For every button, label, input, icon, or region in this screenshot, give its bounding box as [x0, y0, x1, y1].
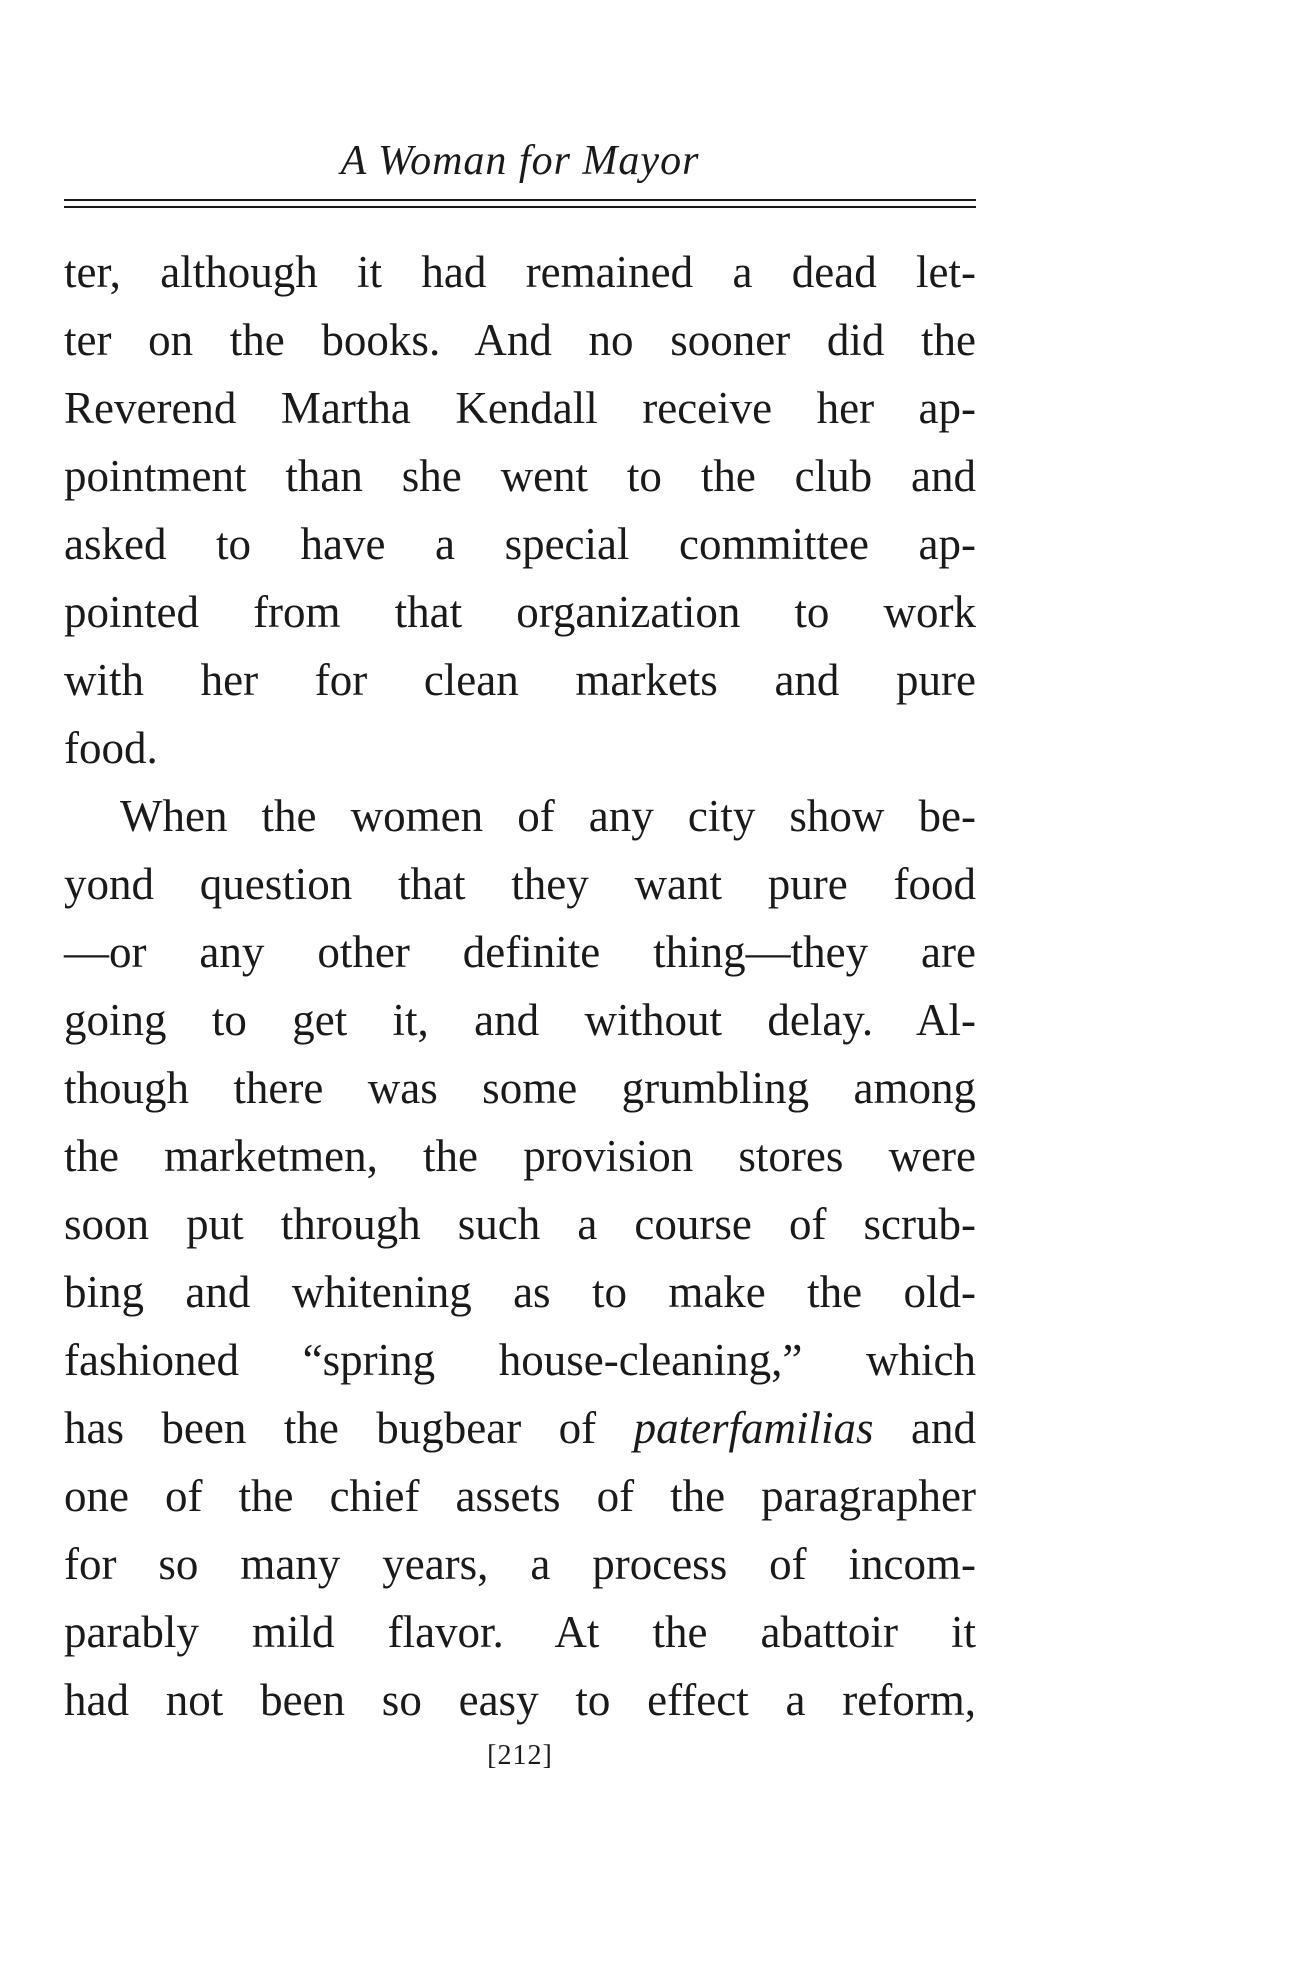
- text-line: asked to have a special committee ap-: [64, 519, 976, 569]
- text-line: pointment than she went to the club and: [64, 451, 976, 501]
- text-line: pointed from that organization to work: [64, 587, 976, 637]
- text-line: ter on the books. And no sooner did the: [64, 315, 976, 365]
- body-text: [64, 238, 976, 1734]
- text-line: ter, although it had remained a dead let-: [64, 247, 976, 297]
- text-line: bing and whitening as to make the old-: [64, 1267, 976, 1317]
- text-line: food.: [64, 723, 158, 773]
- italic-term: paterfamilias: [633, 1403, 874, 1453]
- text-line: the marketmen, the provision stores were: [64, 1131, 976, 1181]
- text-line: parably mild flavor. At the abattoir it: [64, 1607, 976, 1657]
- text-line: going to get it, and without delay. Al-: [64, 995, 976, 1045]
- text-line: Reverend Martha Kendall receive her ap-: [64, 383, 976, 433]
- text-line: had not been so easy to effect a reform,: [64, 1675, 976, 1725]
- text-line: soon put through such a course of scrub-: [64, 1199, 976, 1249]
- header-rule-bottom: [64, 206, 976, 208]
- paragraph-2: [64, 782, 976, 1734]
- text-line: one of the chief assets of the paragrapher: [64, 1471, 976, 1521]
- text-line: though there was some grumbling among: [64, 1063, 976, 1113]
- text-line: fashioned “spring house-cleaning,” which: [64, 1335, 976, 1385]
- text-line: has been the bugbear of paterfamilias and: [64, 1403, 976, 1453]
- text-line: —or any other definite thing—they are: [64, 927, 976, 977]
- text-line: with her for clean markets and pure: [64, 655, 976, 705]
- text-line: yond question that they want pure food: [64, 859, 976, 909]
- paragraph-1: [64, 238, 976, 782]
- text-line: for so many years, a process of incom-: [64, 1539, 976, 1589]
- page-number: [212]: [487, 1740, 553, 1771]
- text-line: When the women of any city show be-: [120, 791, 976, 841]
- header-rule-top: [64, 199, 976, 201]
- running-head: A Woman for Mayor: [340, 138, 700, 184]
